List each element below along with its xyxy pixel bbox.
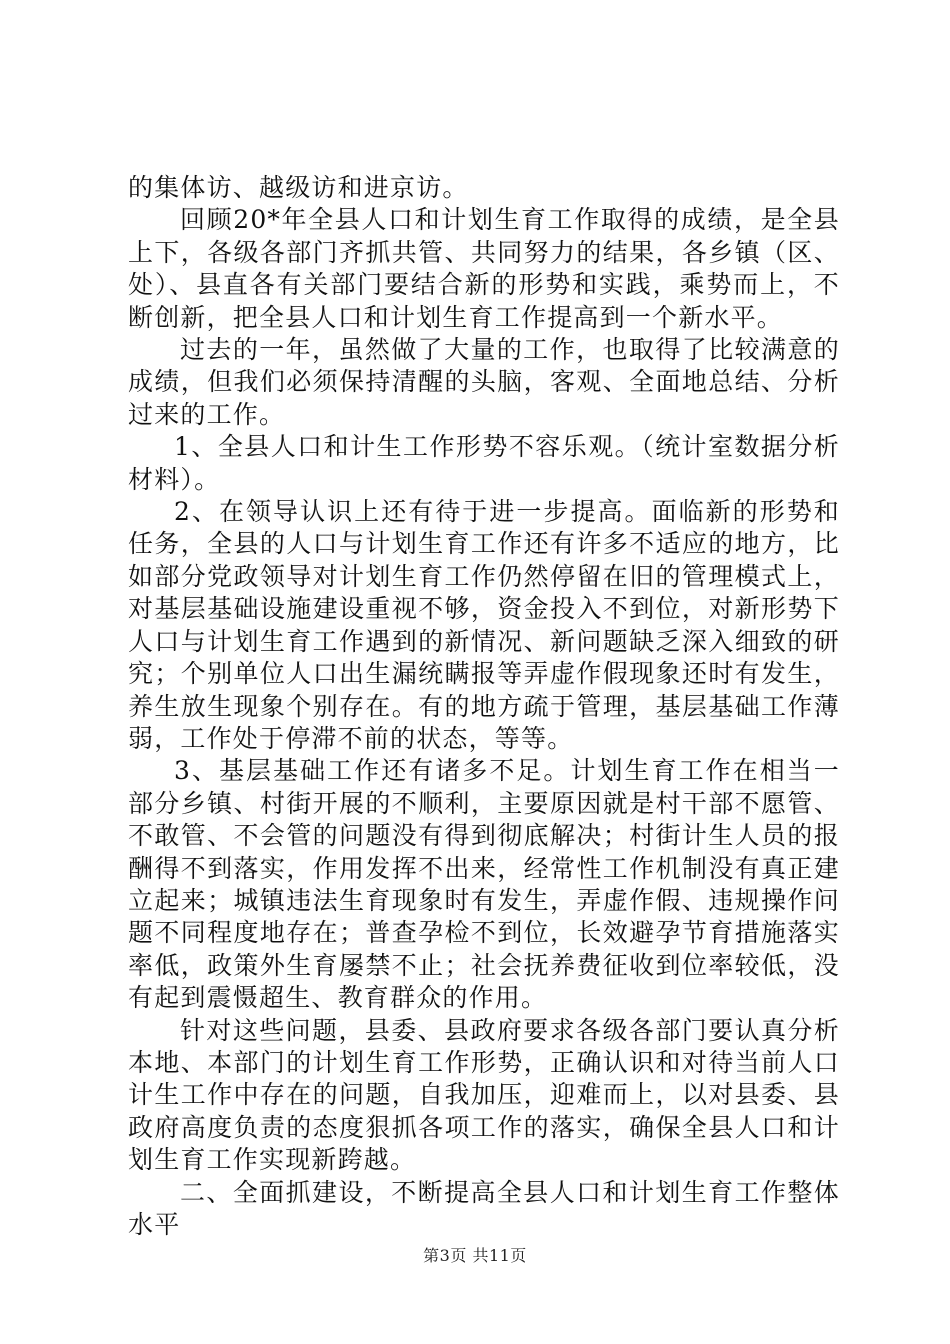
paragraph-point-1: 1、全县人口和计生工作形势不容乐观。（统计室数据分析材料）。 [128,432,840,494]
page-footer [0,1243,950,1266]
page-number-label: 第3页 共11页 [423,1246,527,1265]
document-body [128,172,840,1241]
paragraph-response: 针对这些问题，县委、县政府要求各级各部门要认真分析本地、本部门的计划生育工作形势，正确认识和对待当前人口计生工作中存在的问题，自我加压，迎难而上，以对县委、县政府高度负责的态度狠抓各项工作的落实，确保全县人口和计划生育工作实现新跨越。 [128,1015,840,1175]
paragraph-past-year: 过去的一年，虽然做了大量的工作，也取得了比较满意的成绩，但我们必须保持清醒的头脑，客观、全面地总结、分析过来的工作。 [128,335,840,429]
section-heading-2: 二、全面抓建设，不断提高全县人口和计划生育工作整体水平 [128,1177,840,1239]
paragraph-point-3: 3、基层基础工作还有诸多不足。计划生育工作在相当一部分乡镇、村街开展的不顺利，主要原因就是村干部不愿管、不敢管、不会管的问题没有得到彻底解决；村街计生人员的报酬得不到落实，作用发挥不出来，经常性工作机制没有真正建立起来；城镇违法生育现象时有发生，弄虚作假、违规操作问题不同程度地存在；普查孕检不到位，长效避孕节育措施落实率低，政策外生育屡禁不止；社会抚养费征收到位率较低，没有起到震慑超生、教育群众的作用。 [128,756,840,1013]
paragraph-review: 回顾20*年全县人口和计划生育工作取得的成绩，是全县上下，各级各部门齐抓共管、共同努力的结果，各乡镇（区、处）、县直各有关部门要结合新的形势和实践，乘势而上，不断创新，把全县人口和计划生育工作提高到一个新水平。 [128,205,840,332]
paragraph-point-2: 2、在领导认识上还有待于进一步提高。面临新的形势和任务，全县的人口与计划生育工作还有许多不适应的地方，比如部分党政领导对计划生育工作仍然停留在旧的管理模式上，对基层基础设施建设重视不够，资金投入不到位，对新形势下人口与计划生育工作遇到的新情况、新问题缺乏深入细致的研究；个别单位人口出生漏统瞒报等弄虚作假现象还时有发生，养生放生现象个别存在。有的地方疏于管理，基层基础工作薄弱，工作处于停滞不前的状态，等等。 [128,497,840,753]
paragraph-continuation: 的集体访、越级访和进京访。 [128,173,469,202]
